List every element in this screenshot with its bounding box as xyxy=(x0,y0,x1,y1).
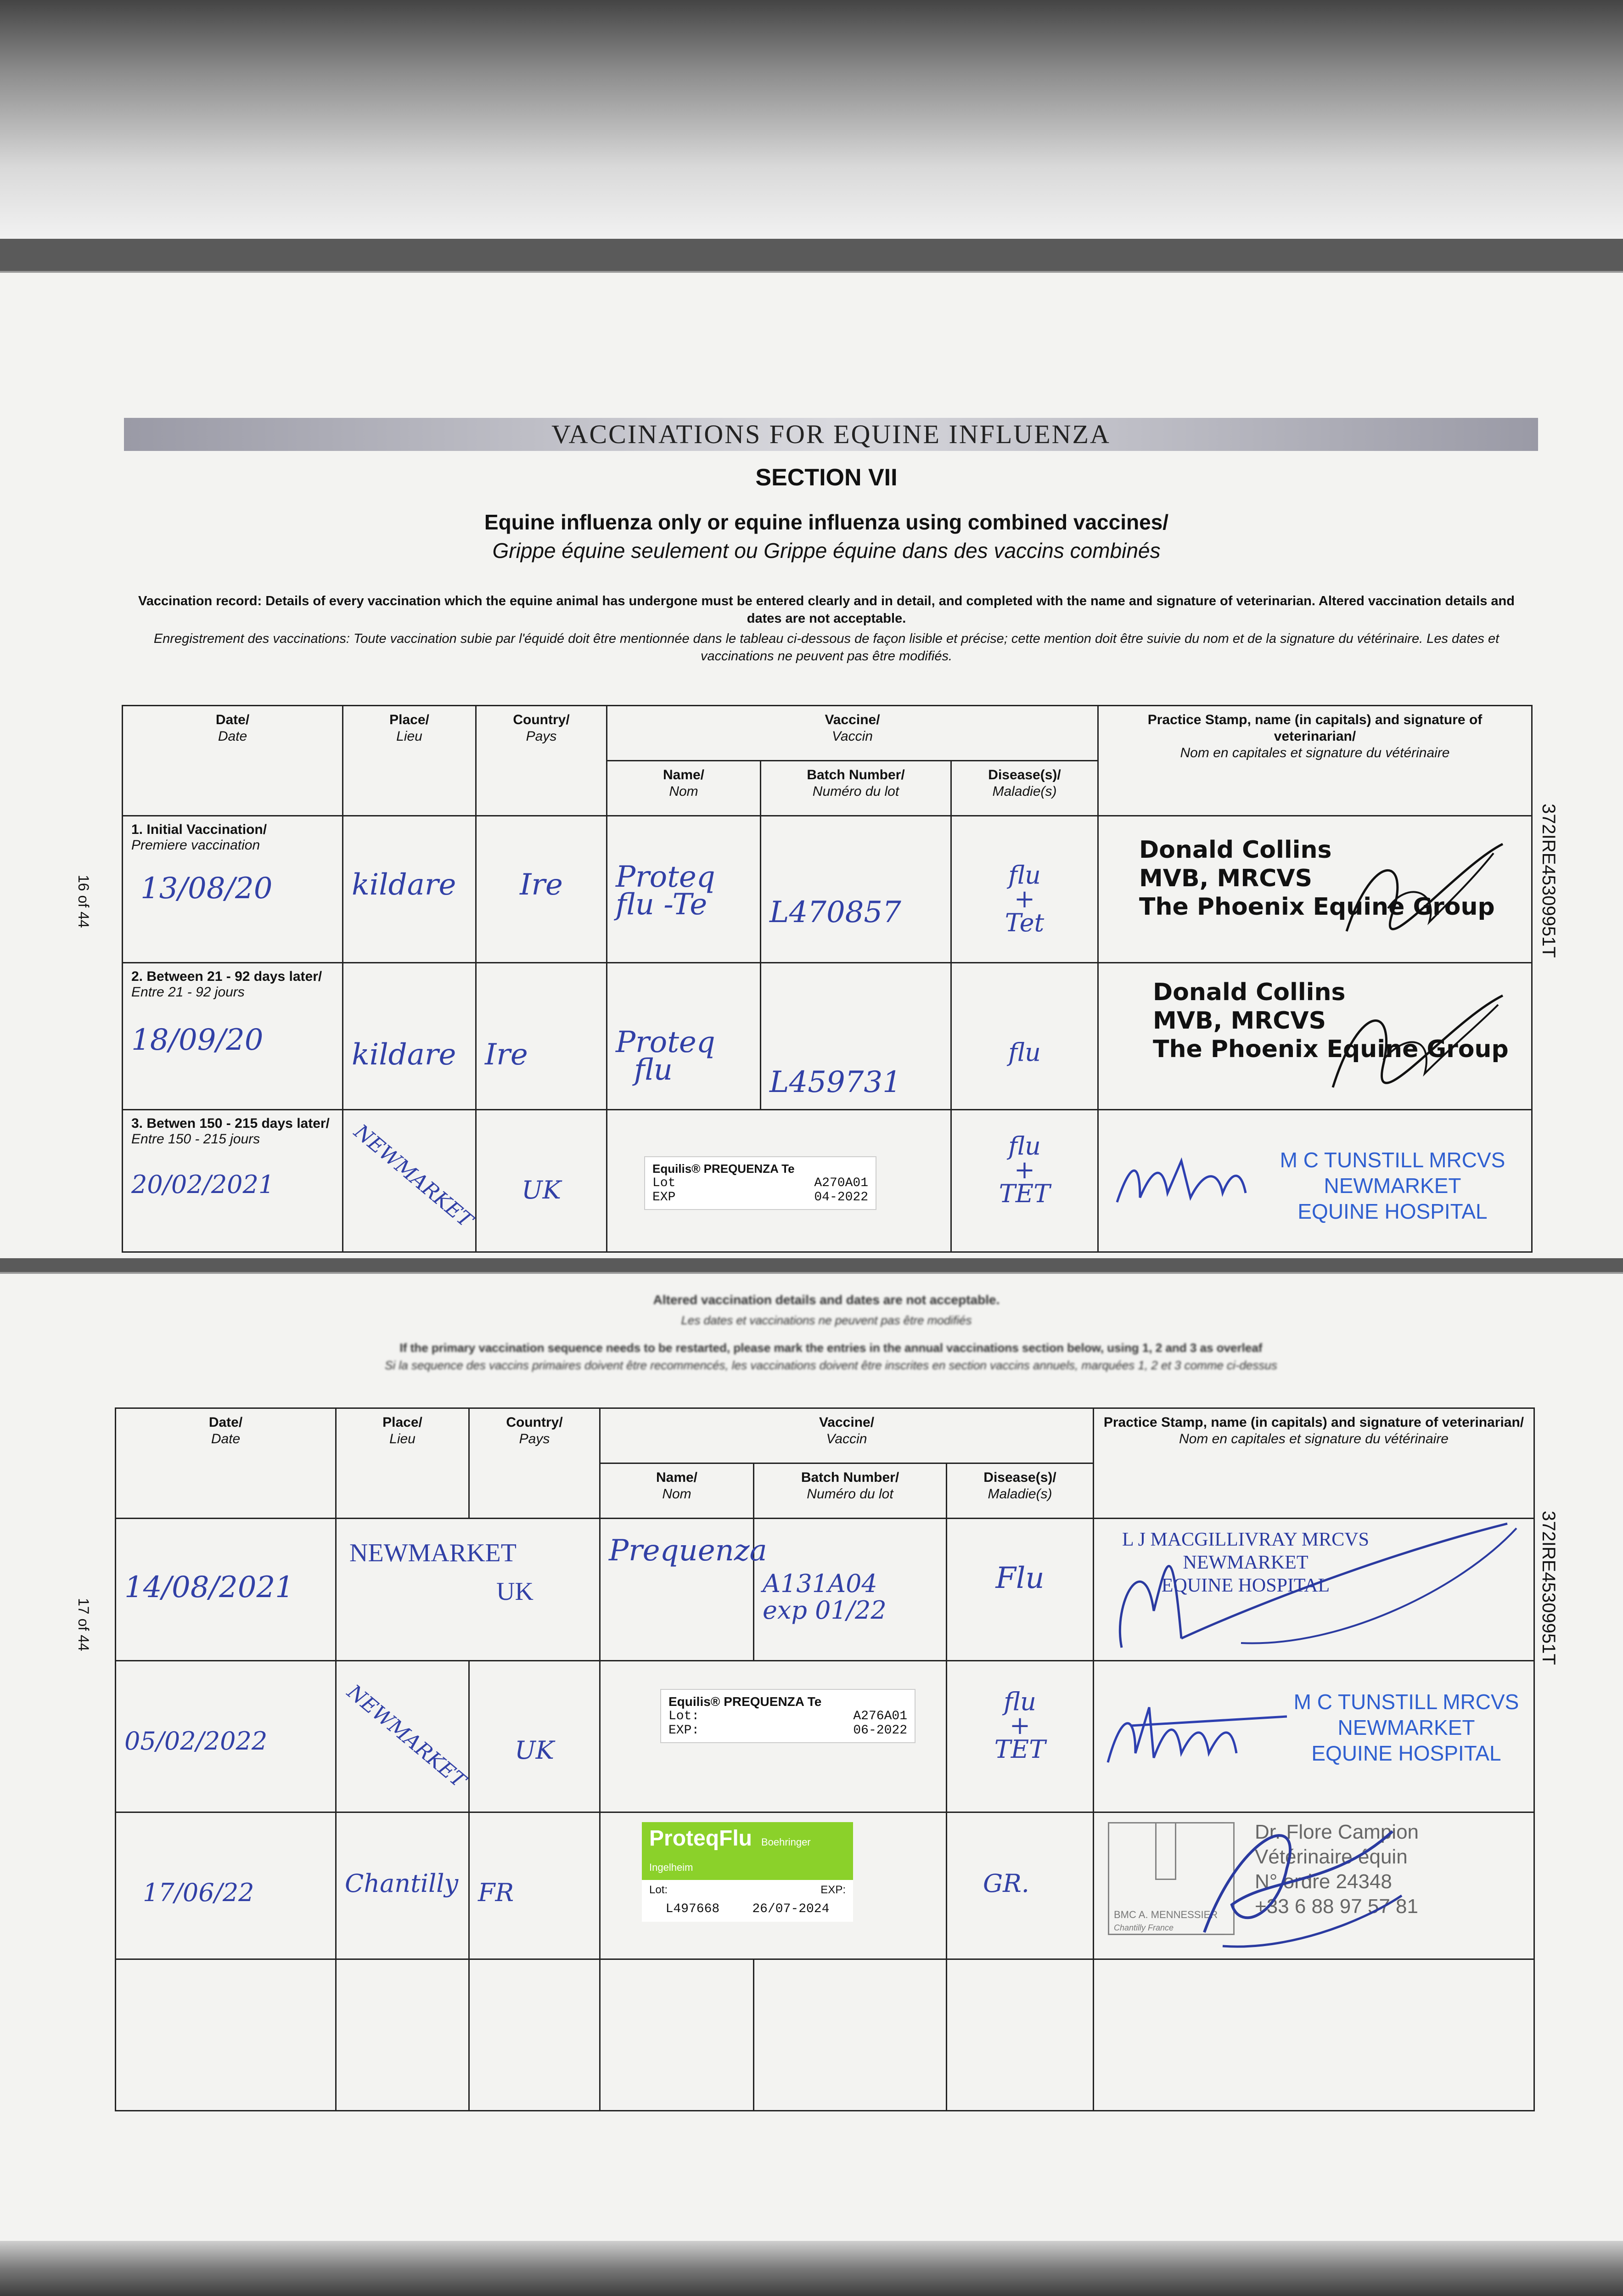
disease-cell xyxy=(951,963,1098,1110)
vaccine-name-cell xyxy=(600,1959,754,2111)
place-cell xyxy=(336,1661,469,1812)
vaccine-name: Prequenza xyxy=(609,1534,767,1568)
vaccination-date: 05/02/2022 xyxy=(124,1727,268,1756)
vaccination-place: kildare xyxy=(352,1038,456,1072)
batch-number: L470857 xyxy=(769,895,901,929)
batch-cell xyxy=(754,1519,947,1661)
table-row-empty xyxy=(116,1959,1534,2111)
header-date: Date/ Date xyxy=(123,706,343,816)
section-title: SECTION VII xyxy=(755,464,898,491)
vaccine-name-cell xyxy=(600,1519,767,1661)
vaccination-date: 20/02/2021 xyxy=(131,1170,275,1199)
vaccination-country: UK xyxy=(496,1577,534,1606)
page-number: 17 of 44 xyxy=(75,1598,92,1651)
vaccine-name-cell xyxy=(607,816,761,963)
sticker-brand: Equilis® PREQUENZA Te xyxy=(668,1694,822,1709)
restart-notice-en: If the primary vaccination sequence needs to be restarted, please mark the entries in the annual vaccinations section below, using 1, 2 and 3 as overleaf xyxy=(399,1341,1263,1355)
vaccination-country: Ire xyxy=(485,1038,528,1072)
signature-icon xyxy=(1103,1519,1526,1657)
disease: GR. xyxy=(983,1869,1029,1898)
vaccine-name: Proteq flu -Te xyxy=(616,860,715,922)
vaccine-name-cell xyxy=(607,963,761,1110)
signature-icon xyxy=(1103,1698,1296,1772)
signature-icon xyxy=(1319,986,1512,1097)
header-place: Place/ Lieu xyxy=(336,1408,469,1519)
batch-number: L459731 xyxy=(769,1065,901,1099)
vaccination-place: kildare xyxy=(352,868,456,902)
disease: flu + Tet xyxy=(1005,861,1045,937)
vet-stamp: Donald Collins MVB, MRCVS The Phoenix Equine Group xyxy=(1153,979,1509,1063)
header-disease: Disease(s)/ Maladie(s) xyxy=(947,1463,1094,1519)
clinic-town: Chantilly France xyxy=(1114,1923,1174,1932)
signature-icon xyxy=(1337,839,1512,945)
disease: flu xyxy=(1008,1038,1041,1067)
header-country: Country/ Pays xyxy=(476,706,607,816)
disease-cell xyxy=(947,1661,1094,1812)
table-row xyxy=(123,963,1532,1110)
scanner-shadow-bottom xyxy=(0,2241,1623,2296)
vaccination-date: 18/09/20 xyxy=(131,1023,264,1057)
place-country-cell xyxy=(336,1519,600,1661)
header-name: Name/ Nom xyxy=(600,1463,754,1519)
stamp-cell xyxy=(1094,1812,1534,1959)
stamp-cell xyxy=(1094,1661,1534,1812)
place-cell xyxy=(343,816,476,963)
faded-notice-en: Altered vaccination details and dates are not acceptable. xyxy=(653,1293,1000,1307)
section-banner: VACCINATIONS FOR EQUINE INFLUENZA xyxy=(124,418,1538,451)
place-cell xyxy=(343,963,476,1110)
batch-cell xyxy=(754,1959,947,2111)
row-label-fr: Premiere vaccination xyxy=(131,838,260,853)
disease-cell xyxy=(951,816,1098,963)
place-cell xyxy=(343,1110,476,1252)
vaccination-place: NEWMARKET xyxy=(343,1680,471,1793)
vaccine-sticker-cell xyxy=(607,1110,951,1252)
vaccination-date: 17/06/22 xyxy=(143,1878,254,1907)
country-cell xyxy=(476,816,607,963)
date-cell xyxy=(123,963,343,1110)
proteqflu-logo: ProteqFlu Boehringer Ingelheim xyxy=(642,1822,853,1880)
label-value-row: L497668 26/07-2024 xyxy=(642,1900,853,1922)
header-name: Name/ Nom xyxy=(607,761,761,816)
disease: flu + TET xyxy=(999,1131,1050,1208)
disease-cell xyxy=(947,1959,1094,2111)
batch-cell xyxy=(761,963,951,1110)
table-row xyxy=(123,1110,1532,1252)
row-label: 1. Initial Vaccination/ xyxy=(131,822,267,837)
disease-cell xyxy=(951,1110,1098,1252)
row-label: 2. Between 21 - 92 days later/ xyxy=(131,969,322,984)
country-cell xyxy=(469,1959,600,2111)
vaccination-table-primary xyxy=(122,705,1533,1253)
disease-cell xyxy=(947,1812,1094,1959)
page-edge xyxy=(0,1272,1623,1274)
stamp-cell xyxy=(1098,816,1532,963)
country-cell xyxy=(476,1110,607,1252)
vaccination-country: Ire xyxy=(520,868,563,902)
instruction-fr: Enregistrement des vaccinations: Toute vaccination subie par l'équidé doit être mentionnée dans le tableau ci-dessous de façon lisible et précise; cette mention doit être suivie du nom et de la signature du vétérinaire. Les dates et vaccinations ne peuvent pas être modifiés. xyxy=(153,631,1499,664)
disease: flu + TET xyxy=(994,1687,1046,1764)
vaccine-sticker: Equilis® PREQUENZA Te Lot A270A01 EXP 04-2022 xyxy=(644,1156,876,1210)
vaccine-label xyxy=(642,1822,853,1922)
subtitle-fr: Grippe équine seulement ou Grippe équine dans des vaccins combinés xyxy=(492,539,1161,563)
vaccination-country: FR xyxy=(478,1878,514,1907)
vaccination-date: 13/08/20 xyxy=(140,872,273,906)
vaccination-place: NEWMARKET xyxy=(349,1539,517,1567)
row-label: 3. Betwen 150 - 215 days later/ xyxy=(131,1116,330,1131)
date-cell xyxy=(123,1110,343,1252)
passport-id: 372IRE45309951T xyxy=(1539,1511,1559,1665)
header-date: Date/ Date xyxy=(116,1408,336,1519)
date-cell xyxy=(116,1812,336,1959)
vaccination-table-annual xyxy=(115,1407,1535,2111)
page-number: 16 of 44 xyxy=(75,875,92,928)
table-row xyxy=(116,1812,1534,1959)
batch-cell xyxy=(761,816,951,963)
faded-notice-fr: Les dates et vaccinations ne peuvent pas être modifiés xyxy=(681,1313,972,1327)
row-label-fr: Entre 21 - 92 jours xyxy=(131,985,245,1000)
country-cell xyxy=(469,1661,600,1812)
vaccination-date: 14/08/2021 xyxy=(124,1570,294,1604)
vet-stamp: M C TUNSTILL MRCVS NEWMARKET EQUINE HOSPITAL xyxy=(1280,1148,1505,1223)
vaccination-place: NEWMARKET xyxy=(349,1120,477,1232)
date-cell xyxy=(116,1959,336,2111)
row-label-fr: Entre 150 - 215 jours xyxy=(131,1131,260,1147)
header-batch: Batch Number/ Numéro du lot xyxy=(754,1463,947,1519)
page-edge xyxy=(0,271,1623,273)
scanner-shadow-top xyxy=(0,0,1623,239)
stamp-cell xyxy=(1098,963,1532,1110)
vaccination-country: UK xyxy=(515,1736,554,1765)
subtitle-en: Equine influenza only or equine influenza using combined vaccines/ xyxy=(484,510,1169,534)
header-stamp: Practice Stamp, name (in capitals) and signature of veterinarian/ Nom en capitales et signature du vétérinaire xyxy=(1094,1408,1534,1519)
date-cell xyxy=(116,1661,336,1812)
header-country: Country/ Pays xyxy=(469,1408,600,1519)
country-cell xyxy=(469,1812,600,1959)
table-row xyxy=(123,816,1532,963)
stamp-cell xyxy=(1098,1110,1532,1252)
clinic-name: BMC A. MENNESSIER xyxy=(1114,1909,1218,1920)
vaccine-sticker-cell xyxy=(600,1661,947,1812)
vet-stamp: Donald Collins MVB, MRCVS The Phoenix Equine Group xyxy=(1139,836,1495,921)
date-cell xyxy=(123,816,343,963)
header-stamp: Practice Stamp, name (in capitals) and signature of veterinarian/ Nom en capitales et signature du vétérinaire xyxy=(1098,706,1532,816)
table-row xyxy=(116,1519,1534,1661)
batch-number: A131A04 exp 01/22 xyxy=(763,1569,887,1625)
vaccination-country: UK xyxy=(522,1176,561,1204)
disease: Flu xyxy=(995,1561,1045,1595)
vet-stamp: M C TUNSTILL MRCVS NEWMARKET EQUINE HOSPITAL xyxy=(1293,1690,1519,1765)
header-batch: Batch Number/ Numéro du lot xyxy=(761,761,951,816)
vet-stamp: Dr. Flore Campion Vétérinaire équin N° ordre 24348 +33 6 88 97 57 81 xyxy=(1255,1821,1419,1918)
signature-icon xyxy=(1112,1152,1250,1211)
restart-notice-fr: Si la sequence des vaccins primaires doivent être recommencés, les vaccinations doivent être inscrites en section vaccins annuels, marquées 1, 2 et 3 comme ci-dessus xyxy=(385,1358,1277,1372)
header-place: Place/ Lieu xyxy=(343,706,476,816)
signature-icon xyxy=(1186,1813,1415,1955)
stamp-cell xyxy=(1094,1959,1534,2111)
stamp-cell xyxy=(1094,1519,1534,1661)
vaccination-place: Chantilly xyxy=(345,1869,459,1898)
vaccine-sticker: Equilis® PREQUENZA Te Lot: A276A01 EXP: 06-2022 xyxy=(660,1689,915,1743)
country-cell xyxy=(476,963,607,1110)
passport-id: 372IRE45309951T xyxy=(1539,804,1559,958)
vet-stamp: L J MACGILLIVRAY MRCVS NEWMARKET EQUINE HOSPITAL xyxy=(1122,1529,1369,1596)
sticker-brand: Equilis® PREQUENZA Te xyxy=(652,1162,795,1176)
table-row xyxy=(116,1661,1534,1812)
disease-cell xyxy=(947,1519,1094,1661)
header-vaccine: Vaccine/ Vaccin xyxy=(600,1408,1094,1463)
cross-icon xyxy=(1155,1823,1176,1880)
instruction-en: Vaccination record: Details of every vaccination which the equine animal has undergone must be entered clearly and in detail, and completed with the name and signature of veterinarian. Altered vaccination details and dates are not acceptable. xyxy=(138,594,1515,626)
date-cell xyxy=(116,1519,336,1661)
place-cell xyxy=(336,1959,469,2111)
header-vaccine: Vaccine/ Vaccin xyxy=(607,706,1098,761)
header-disease: Disease(s)/ Maladie(s) xyxy=(951,761,1098,816)
vaccine-name: Proteq flu xyxy=(616,1025,715,1087)
place-cell xyxy=(336,1812,469,1959)
vaccine-label-cell xyxy=(600,1812,947,1959)
label-header-row: Lot: EXP: xyxy=(642,1880,853,1900)
